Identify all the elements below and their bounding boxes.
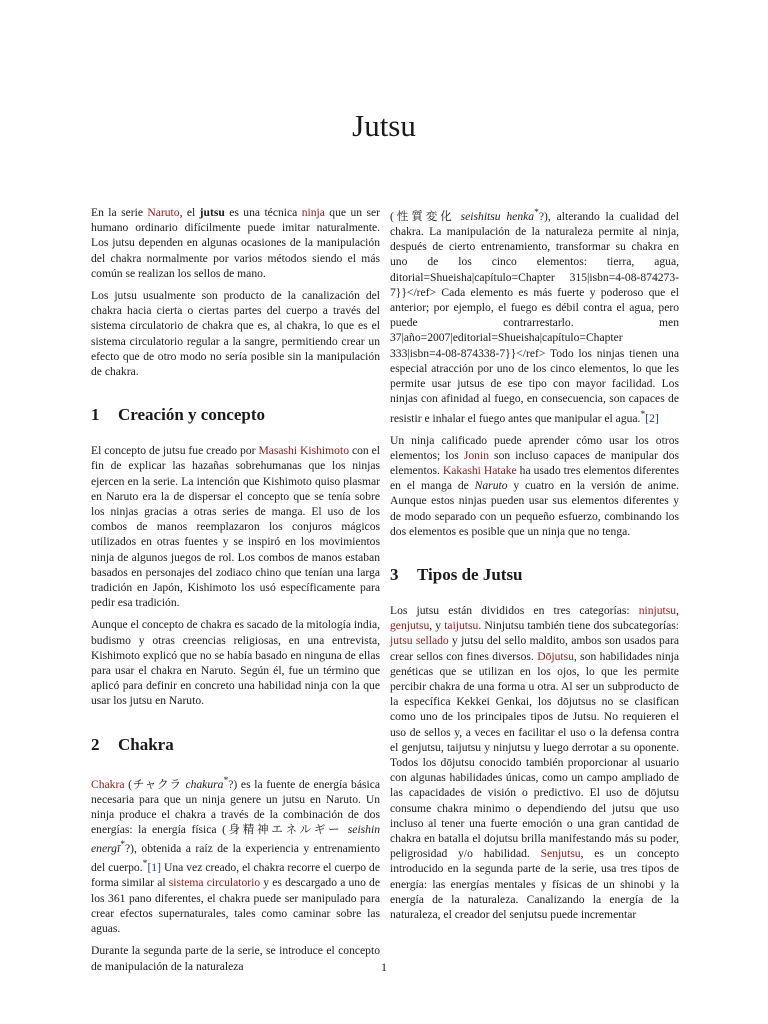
term-jutsu: jutsu bbox=[199, 206, 225, 219]
text: ?) es la fuente de energía básica necesaria para que un ninja genere un jutsu en Naruto. Un ninja produce el chakra a través de la combinación de dos energías: la energía física (身精神エネルギー bbox=[91, 777, 380, 837]
text: y jutsu del sello maldito, ambos son usados para crear sellos con fines diversos. bbox=[390, 634, 679, 663]
text: , y bbox=[429, 619, 445, 633]
section2-paragraph-1 bbox=[91, 773, 380, 937]
section1-paragraph-1 bbox=[91, 443, 380, 610]
text: . Ninjutsu también tiene dos subcategorías: bbox=[478, 619, 679, 633]
link-masashi-kishimoto[interactable]: Masashi Kishimoto bbox=[258, 444, 349, 458]
help-marker[interactable]: * bbox=[120, 839, 126, 851]
link-dojutsu[interactable]: Dōjutsu bbox=[537, 649, 574, 663]
reference-2[interactable]: [2] bbox=[645, 411, 659, 425]
text: y es descargado a uno de los 361 pano diferentes, el chakra puede ser manipulado para crear efectos supernaturales, tales como caminar sobre las aguas. bbox=[91, 876, 381, 936]
reference-1[interactable]: [1] bbox=[147, 861, 161, 875]
text: Una vez creado, el chakra recorre el cuerpo de forma similar al bbox=[91, 861, 380, 890]
section-heading-1 bbox=[91, 405, 380, 425]
text: El concepto de jutsu fue creado por bbox=[91, 444, 259, 458]
text: Los jutsu están divididos en tres categorías: bbox=[390, 603, 639, 617]
link-ninjutsu[interactable]: ninjutsu bbox=[638, 603, 677, 617]
section-number: 3 bbox=[390, 564, 399, 584]
page-title: Jutsu bbox=[352, 108, 416, 143]
text: con el fin de explicar las hazañas sobrehumanas que los ninjas ejercen en la serie. La intención que Kishimoto quiso plasmar en Naruto era la de dispersar el concepto que se tenía sobre los ninjas gracias a otras series de manga. El uso de los combos de manos reemplazaron los conjuros mágicos utilizados en otras fuentes y se inspiró en los movimientos ninja de algunos juegos de rol. Los combos de manos estaban basados en personajes del zodiaco chino que tenían una larga tradición en Japón, Kishimoto los usó específicamente para pedir esa tradición. bbox=[91, 444, 381, 610]
section-heading-3 bbox=[390, 565, 679, 585]
link-senjutsu[interactable]: Senjutsu bbox=[540, 847, 581, 861]
section-heading-2 bbox=[91, 735, 380, 755]
romaji: seishin energī bbox=[91, 823, 380, 856]
text: Un ninja calificado puede aprender cómo usar los otros elementos; los bbox=[390, 433, 679, 462]
right-paragraph-1 bbox=[390, 205, 679, 426]
section2-paragraph-2: Durante la segunda parte de la serie, se introduce el concepto de manipulación de la naturaleza bbox=[91, 944, 380, 973]
section-title: Creación y concepto bbox=[118, 405, 265, 425]
text: , son habilidades ninja genéticas que se utilizan en los ojos, lo que les permite percibir chakra de una forma u otra. Al ser un subproducto de la específica Kekkei Genkai, los dōjutsus no se clasifican como uno de los principales tipos de Jutsu. No requieren el uso de sellos y, a veces en facilitar el uso o la defensa contra el genjutsu, taijutsu y ninjutsu y luego derrotar a su oponente. Todos los dōjutsu conocido también proporcionar al usuario con algunas habilidades únicas, como un campo ampliado de las capacidades de visión o predictivo. El uso de dōjutsu consume chakra minimo o dependiendo del jutsu que uso incluso al tener una fuerte emoción o una gran cantidad de chakra en batalla el dojutsu brilla manifestando más su poder, peligrosidad y/o habilidad. bbox=[390, 649, 679, 861]
link-chakra[interactable]: Chakra bbox=[91, 777, 125, 791]
title-naruto: Naruto bbox=[474, 479, 508, 493]
link-jonin[interactable]: Jonin bbox=[463, 448, 489, 462]
text: ?), obtenida a raíz de la experiencia y entrenamiento del cuerpo. bbox=[91, 842, 380, 875]
romaji: seishitsu henka bbox=[460, 209, 535, 223]
help-marker[interactable]: * bbox=[534, 207, 539, 218]
right-paragraph-2 bbox=[390, 433, 679, 539]
right-column bbox=[390, 205, 679, 929]
section-number: 1 bbox=[91, 405, 100, 425]
help-marker[interactable]: * bbox=[223, 774, 229, 786]
text: son incluso capaces de manipular dos elementos. bbox=[390, 448, 680, 477]
text: , el bbox=[179, 206, 200, 219]
text: En la serie bbox=[91, 206, 148, 219]
section1-paragraph-2: Aunque el concepto de chakra es sacado de la mitología india, budismo y otras creencias religiosas, en una entrevista, Kishimoto explicó que no se había basado en ninguna de ellas para usar el chakra en Naruto. Según él, fue un término que aplicó para definir en concreto una habilidad ninja con la que usar los jutsu en Naruto. bbox=[91, 618, 380, 708]
text: (性質変化 bbox=[390, 209, 461, 223]
link-genjutsu[interactable]: genjutsu bbox=[390, 619, 430, 633]
text: , es un concepto introducido en la segunda parte de la serie, usa tres tipos de energía: las energías mentales y físicas de un shinobi y la energía de la naturaleza. Canalizando la energía de la naturaleza, el creador del senjutsu puede incrementar bbox=[390, 847, 679, 922]
link-taijutsu[interactable]: taijutsu bbox=[444, 619, 479, 633]
link-sistema-circulatorio[interactable]: sistema circulatorio bbox=[168, 876, 261, 890]
romaji: chakura bbox=[185, 777, 224, 791]
left-column bbox=[91, 205, 380, 981]
page-number: 1 bbox=[381, 960, 387, 974]
link-kakashi-hatake[interactable]: Kakashi Hatake bbox=[442, 463, 517, 477]
link-naruto[interactable]: Naruto bbox=[147, 206, 180, 219]
section-title: Chakra bbox=[118, 734, 174, 754]
link-ninja[interactable]: ninja bbox=[301, 206, 325, 219]
text: y cuatro en la versión de anime. Aunque estos ninjas pueden usar sus elementos diferentes y de modo separado con un pequeño esfuerzo, combinando los dos elementos es posible que un ninja que no tenga. bbox=[390, 479, 679, 538]
help-marker[interactable]: * bbox=[142, 858, 148, 870]
intro-paragraph-1 bbox=[91, 205, 380, 281]
text: ?), alterando la cualidad del chakra. La manipulación de la naturaleza permite al ninja, después de cierto entrenamiento, transformar su chakra en uno de los cinco elementos: tierra, agua, ditorial=Shueisha|capítulo=Chapter 315|isbn=4-08-874273-7}}</ref> Cada elemento es más fuerte y poderoso que el anterior; por ejemplo, el fuego es débil contra el agua, pero puede contrarrestarlo. men 37|año=2007|editorial=Shueisha|capítulo=Chapter 333|isbn=4-08-874338-7}}</ref> Todo los ninjas tienen una especial atracción por uno de los cinco elementos, lo que les permite usar jutsus de ese tipo con mayor facilidad. Los ninjas con afinidad al fuego, en consecuencia, son capaces de resistir e inhalar el fuego antes que manipular el agua. bbox=[390, 209, 679, 425]
text: (チャクラ bbox=[124, 777, 186, 791]
help-marker[interactable]: * bbox=[640, 408, 646, 420]
section-title: Tipos de Jutsu bbox=[417, 564, 523, 584]
text: que un ser humano ordinario difícilmente puede imitar naturalmente. Los jutsu dependen en algunas ocasiones de la manipulación del chakra normalmente por varios métodos siendo el más común se realizan los sellos de mano. bbox=[91, 206, 380, 280]
text: es una técnica bbox=[224, 206, 302, 219]
section3-paragraph-1 bbox=[390, 603, 679, 922]
text: ha usado tres elementos diferentes en el manga de bbox=[390, 463, 680, 493]
intro-paragraph-2: Los jutsu usualmente son producto de la canalización del chakra hacia cierta o ciertas partes del cuerpo a través del sistema circulatorio de chakra que es, al chakra, lo que es el sistema circulatorio regular a la sangre, permitiendo crear un efecto que de otro modo no sería posible sin la manipulación de chakra. bbox=[91, 289, 380, 379]
section-number: 2 bbox=[91, 734, 100, 754]
text: , bbox=[676, 603, 679, 617]
link-jutsu-sellado[interactable]: jutsu sellado bbox=[390, 634, 449, 648]
